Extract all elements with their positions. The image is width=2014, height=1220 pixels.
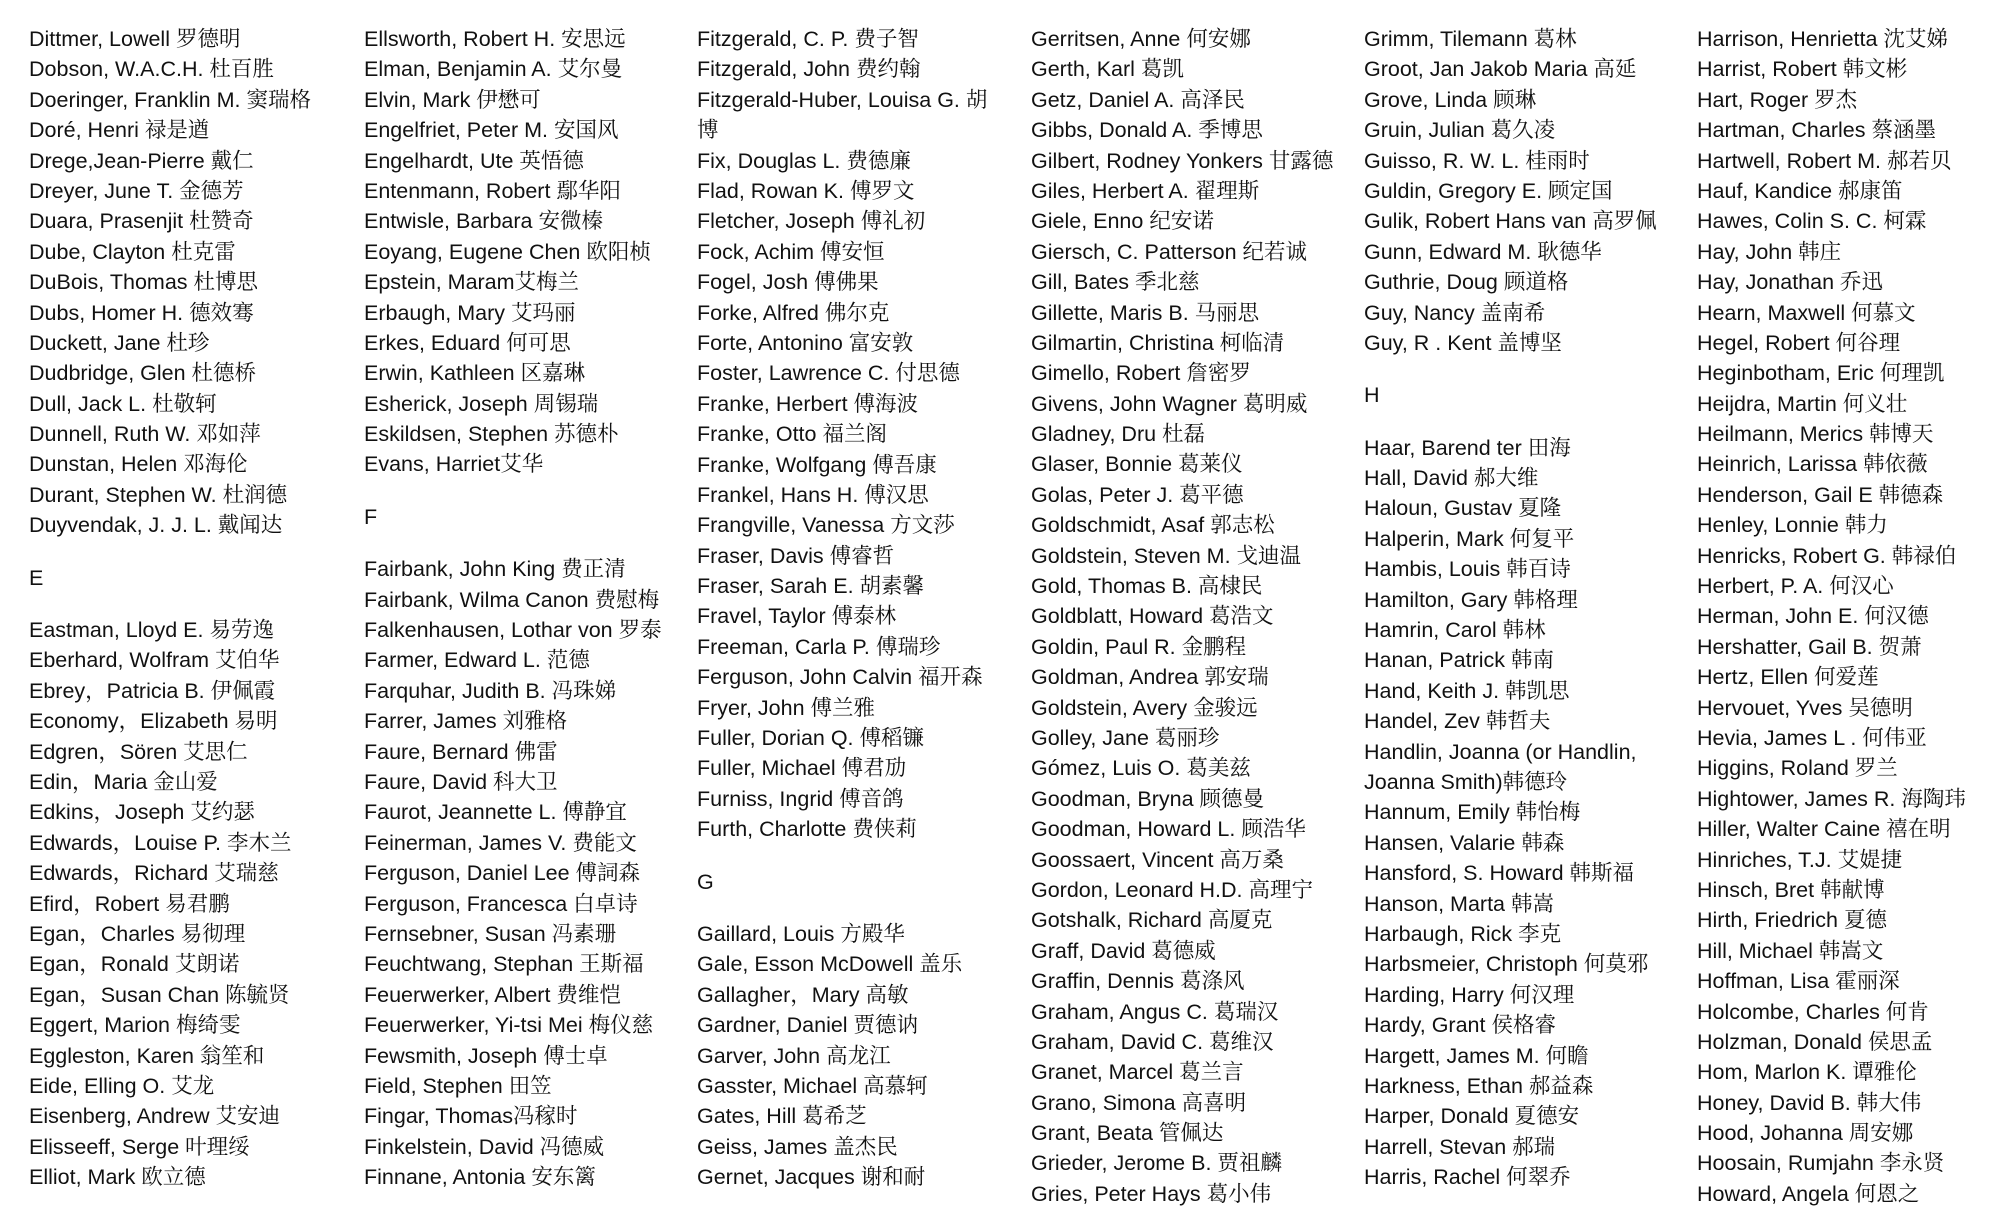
index-entry: Gasster, Michael 高慕轲 — [697, 1073, 928, 1098]
index-entry: Golas, Peter J. 葛平德 — [1031, 482, 1244, 507]
index-entry: Hand, Keith J. 韩凯思 — [1364, 678, 1570, 703]
index-entry: Grimm, Tilemann 葛林 — [1364, 27, 1577, 51]
index-entry: Guldin, Gregory E. 顾定国 — [1364, 178, 1613, 203]
index-entry: Harbsmeier, Christoph 何莫邪 — [1364, 952, 1649, 977]
index-entry: Giele, Enno 纪安诺 — [1031, 209, 1214, 234]
index-entry: Fitzgerald, C. P. 费子智 — [697, 27, 919, 51]
index-entry: Eberhard, Wolfram 艾伯华 — [29, 648, 280, 673]
index-entry: Hinsch, Bret 韩献博 — [1697, 877, 1885, 902]
index-entry: Duckett, Jane 杜珍 — [29, 330, 210, 355]
index-entry: Fletcher, Joseph 傅礼初 — [697, 209, 926, 234]
index-entry: Honey, David B. 韩大伟 — [1697, 1090, 1922, 1115]
index-entry: Dobson, W.A.C.H. 杜百胜 — [29, 57, 274, 82]
index-entry: Goldin, Paul R. 金鹏程 — [1031, 634, 1247, 659]
index-entry: Graffin, Dennis 葛涤风 — [1031, 969, 1245, 994]
index-entry: Eggert, Marion 梅绮雯 — [29, 1013, 241, 1038]
index-entry: Farquhar, Judith B. 冯珠娣 — [364, 678, 617, 703]
section-letter-heading: E — [29, 565, 44, 590]
index-entry: Fraser, Davis 傅睿哲 — [697, 543, 895, 568]
index-column-6 — [1697, 24, 2012, 1209]
index-entry: Drege,Jean-Pierre 戴仁 — [29, 148, 254, 173]
index-entry: Harrell, Stevan 郝瑞 — [1364, 1134, 1556, 1159]
section-spacer — [364, 532, 684, 554]
index-entry: Edin，Maria 金山爱 — [29, 769, 218, 794]
index-entry: Graham, David C. 葛维汉 — [1031, 1029, 1274, 1054]
section-spacer — [1364, 411, 1674, 433]
index-entry: Hardy, Grant 侯格睿 — [1364, 1013, 1556, 1038]
index-entry: Durant, Stephen W. 杜润德 — [29, 482, 288, 507]
index-entry: Hom, Marlon K. 谭雅伦 — [1697, 1060, 1917, 1085]
index-entry: Gallagher，Mary 高敏 — [697, 982, 909, 1007]
index-column-4 — [1031, 24, 1351, 1209]
index-entry: Guy, Nancy 盖南希 — [1364, 300, 1546, 325]
index-entry: Heinrich, Larissa 韩依薇 — [1697, 452, 1928, 477]
index-entry: Eggleston, Karen 翁笙和 — [29, 1043, 265, 1068]
index-entry: Entenmann, Robert 鄢华阳 — [364, 178, 621, 203]
index-entry: Hansford, S. Howard 韩斯福 — [1364, 861, 1635, 886]
index-column-2 — [364, 24, 684, 1192]
index-entry: Heginbotham, Eric 何理凯 — [1697, 361, 1945, 386]
section-spacer — [1364, 358, 1674, 380]
index-entry: Eisenberg, Andrew 艾安迪 — [29, 1104, 280, 1129]
index-entry: Eide, Elling O. 艾龙 — [29, 1073, 215, 1098]
index-entry: Hay, Jonathan 乔迅 — [1697, 270, 1884, 295]
index-entry: Heijdra, Martin 何义壮 — [1697, 391, 1908, 416]
index-entry: Hinriches, T.J. 艾媞捷 — [1697, 847, 1903, 872]
index-entry: Dunnell, Ruth W. 邓如萍 — [29, 422, 261, 447]
index-entry: Edgren，Sören 艾思仁 — [29, 739, 248, 764]
index-entry: Farmer, Edward L. 范德 — [364, 648, 590, 673]
index-entry: Ebrey，Patricia B. 伊佩霞 — [29, 678, 276, 703]
index-entry: Hauf, Kandice 郝康笛 — [1697, 178, 1903, 203]
index-entry: Gold, Thomas B. 高棣民 — [1031, 574, 1263, 599]
index-entry: Hertz, Ellen 何爱莲 — [1697, 665, 1879, 690]
index-entry: Hood, Johanna 周安娜 — [1697, 1121, 1914, 1146]
index-entry: Elvin, Mark 伊懋可 — [364, 87, 541, 112]
index-entry: Granet, Marcel 葛兰言 — [1031, 1060, 1244, 1085]
index-entry: Fairbank, John King 费正清 — [364, 557, 626, 582]
index-entry: Givens, John Wagner 葛明威 — [1031, 391, 1308, 416]
index-entry: Frankel, Hans H. 傅汉思 — [697, 482, 929, 507]
index-entry: Gates, Hill 葛希芝 — [697, 1104, 867, 1129]
index-entry: Edwards，Richard 艾瑞慈 — [29, 861, 279, 886]
index-entry: Falkenhausen, Lothar von 罗泰 — [364, 618, 662, 643]
index-entry: Hay, John 韩庄 — [1697, 239, 1842, 264]
index-entry: Hart, Roger 罗杰 — [1697, 87, 1858, 112]
index-entry: Fogel, Josh 傅佛果 — [697, 270, 879, 295]
index-entry: Evans, Harriet艾华 — [364, 452, 544, 477]
index-entry: Handel, Zev 韩哲夫 — [1364, 709, 1551, 734]
index-entry: Hightower, James R. 海陶玮 — [1697, 786, 1966, 811]
index-entry: Gaillard, Louis 方殿华 — [697, 921, 905, 946]
index-column-1 — [29, 24, 329, 1192]
index-entry: Furniss, Ingrid 傅音鸽 — [697, 786, 904, 811]
index-entry: Franke, Wolfgang 傅吾康 — [697, 452, 937, 477]
index-entry: Hawes, Colin S. C. 柯霖 — [1697, 209, 1927, 234]
index-entry: Faure, Bernard 佛雷 — [364, 739, 558, 764]
index-entry: Holcombe, Charles 何肯 — [1697, 999, 1929, 1024]
index-entry: Goldstein, Steven M. 戈迪温 — [1031, 543, 1302, 568]
index-entry: Feuerwerker, Yi-tsi Mei 梅仪慈 — [364, 1013, 654, 1038]
index-entry: Entwisle, Barbara 安微榛 — [364, 209, 603, 234]
index-entry: Guy, R . Kent 盖博坚 — [1364, 330, 1562, 355]
index-entry: Henderson, Gail E 韩德森 — [1697, 482, 1944, 507]
index-entry: Esherick, Joseph 周锡瑞 — [364, 391, 599, 416]
index-entry: Egan，Charles 易彻理 — [29, 921, 246, 946]
index-entry: Dull, Jack L. 杜敬轲 — [29, 391, 217, 416]
index-entry: Ellsworth, Robert H. 安思远 — [364, 27, 626, 51]
index-entry: Franke, Otto 福兰阁 — [697, 422, 887, 447]
index-entry: Grant, Beata 管佩达 — [1031, 1121, 1224, 1146]
index-entry: Gerritsen, Anne 何安娜 — [1031, 27, 1251, 51]
index-entry: Foster, Lawrence C. 付思德 — [697, 361, 960, 386]
index-entry: Halperin, Mark 何复平 — [1364, 526, 1575, 551]
index-entry: Erkes, Eduard 何可思 — [364, 330, 571, 355]
index-entry: Grieder, Jerome B. 贾祖麟 — [1031, 1151, 1282, 1176]
index-entry: Gibbs, Donald A. 季博思 — [1031, 118, 1263, 143]
index-entry: Faurot, Jeannette L. 傅静宜 — [364, 800, 627, 825]
index-entry: Gruin, Julian 葛久凌 — [1364, 118, 1556, 143]
index-entry: Erbaugh, Mary 艾玛丽 — [364, 300, 576, 325]
index-entry: Hoffman, Lisa 霍丽深 — [1697, 969, 1900, 994]
index-entry: Garver, John 高龙江 — [697, 1043, 891, 1068]
index-entry: Hill, Michael 韩嵩文 — [1697, 938, 1884, 963]
index-entry: Dreyer, June T. 金德芳 — [29, 178, 244, 203]
index-column-5 — [1364, 24, 1674, 1192]
index-entry: Herbert, P. A. 何汉心 — [1697, 574, 1894, 599]
index-entry: Efird，Robert 易君鹏 — [29, 891, 230, 916]
index-entry: Giles, Herbert A. 翟理斯 — [1031, 178, 1260, 203]
section-spacer — [29, 593, 329, 615]
index-entry: Gilbert, Rodney Yonkers 甘露德 — [1031, 148, 1334, 173]
index-entry: Finkelstein, David 冯德威 — [364, 1134, 605, 1159]
index-entry: Guthrie, Doug 顾道格 — [1364, 270, 1569, 295]
index-entry: Doeringer, Franklin M. 窦瑞格 — [29, 87, 311, 112]
index-entry: Feuerwerker, Albert 费维恺 — [364, 982, 621, 1007]
index-entry: Goodman, Howard L. 顾浩华 — [1031, 817, 1306, 842]
index-entry: Erwin, Kathleen 区嘉琳 — [364, 361, 586, 386]
section-letter-heading: F — [364, 504, 378, 529]
index-entry: Harris, Rachel 何翠乔 — [1364, 1165, 1571, 1190]
index-entry: Goossaert, Vincent 高万桑 — [1031, 847, 1284, 872]
index-entry: Holzman, Donald 侯思孟 — [1697, 1029, 1933, 1054]
index-entry: Hirth, Friedrich 夏德 — [1697, 908, 1887, 933]
index-entry: Hamilton, Gary 韩格理 — [1364, 587, 1578, 612]
index-entry: Freeman, Carla P. 傅瑞珍 — [697, 634, 941, 659]
index-entry: Hannum, Emily 韩怡梅 — [1364, 800, 1581, 825]
index-entry: Henley, Lonnie 韩力 — [1697, 513, 1888, 538]
index-entry: Engelhardt, Ute 英悟德 — [364, 148, 584, 173]
index-entry: Dudbridge, Glen 杜德桥 — [29, 361, 257, 386]
index-entry: Guisso, R. W. L. 桂雨时 — [1364, 148, 1590, 173]
index-entry: Flad, Rowan K. 傅罗文 — [697, 178, 915, 203]
index-entry: Gómez, Luis O. 葛美兹 — [1031, 756, 1251, 781]
index-entry: Gill, Bates 季北慈 — [1031, 270, 1200, 295]
index-entry: Harper, Donald 夏德安 — [1364, 1104, 1580, 1129]
index-entry: Frangville, Vanessa 方文莎 — [697, 513, 955, 538]
index-entry: Harrist, Robert 韩文彬 — [1697, 57, 1908, 82]
index-entry: Gilmartin, Christina 柯临清 — [1031, 330, 1285, 355]
index-entry: Graham, Angus C. 葛瑞汉 — [1031, 999, 1279, 1024]
index-entry: Hoosain, Rumjahn 李永贤 — [1697, 1151, 1945, 1176]
index-entry: Hearn, Maxwell 何慕文 — [1697, 300, 1916, 325]
index-entry: Fuller, Dorian Q. 傅稻镰 — [697, 726, 924, 751]
index-entry: Gries, Peter Hays 葛小伟 — [1031, 1181, 1272, 1206]
index-entry: Gotshalk, Richard 高厦克 — [1031, 908, 1273, 933]
index-entry: Gordon, Leonard H.D. 高理宁 — [1031, 877, 1314, 902]
index-entry: Glaser, Bonnie 葛莱仪 — [1031, 452, 1243, 477]
index-entry: Edwards，Louise P. 李木兰 — [29, 830, 292, 855]
index-entry: Higgins, Roland 罗兰 — [1697, 756, 1898, 781]
index-entry: Fitzgerald, John 费约翰 — [697, 57, 921, 82]
index-entry: Getz, Daniel A. 高泽民 — [1031, 87, 1245, 112]
index-entry: Grano, Simona 高喜明 — [1031, 1090, 1247, 1115]
index-entry: Goldschmidt, Asaf 郭志松 — [1031, 513, 1275, 538]
index-entry: Grove, Linda 顾琳 — [1364, 87, 1537, 112]
index-entry: Doré, Henri 禄是遒 — [29, 118, 210, 143]
section-letter-heading: H — [1364, 383, 1380, 408]
index-entry: Dunstan, Helen 邓海伦 — [29, 452, 248, 477]
index-entry: Economy，Elizabeth 易明 — [29, 709, 278, 734]
index-entry: Forke, Alfred 佛尔克 — [697, 300, 890, 325]
index-entry: Duara, Prasenjit 杜赞奇 — [29, 209, 254, 234]
index-entry: Hargett, James M. 何瞻 — [1364, 1043, 1589, 1068]
index-entry: Hall, David 郝大维 — [1364, 466, 1539, 491]
index-entry: Hershatter, Gail B. 贺萧 — [1697, 634, 1922, 659]
index-entry: Forte, Antonino 富安敦 — [697, 330, 914, 355]
index-entry: Fock, Achim 傅安恒 — [697, 239, 885, 264]
index-entry: Fraser, Sarah E. 胡素馨 — [697, 574, 925, 599]
index-entry: Geiss, James 盖杰民 — [697, 1134, 898, 1159]
index-entry: Eoyang, Eugene Chen 欧阳桢 — [364, 239, 651, 264]
section-spacer — [697, 897, 1007, 919]
index-entry: Harbaugh, Rick 李克 — [1364, 921, 1562, 946]
index-entry: Elliot, Mark 欧立德 — [29, 1165, 206, 1190]
index-entry: Hevia, James L . 何伟亚 — [1697, 725, 1927, 750]
index-entry: Gale, Esson McDowell 盖乐 — [697, 952, 963, 977]
index-entry: Elman, Benjamin A. 艾尔曼 — [364, 57, 623, 82]
index-entry: Gladney, Dru 杜磊 — [1031, 422, 1206, 447]
index-entry: Heilmann, Merics 韩博天 — [1697, 422, 1934, 447]
index-entry: Feinerman, James V. 费能文 — [364, 830, 637, 855]
index-entry: Graff, David 葛德威 — [1031, 938, 1216, 963]
index-entry: Goldblatt, Howard 葛浩文 — [1031, 604, 1274, 629]
index-entry: Giersch, C. Patterson 纪若诚 — [1031, 239, 1307, 264]
index-entry: Hambis, Louis 韩百诗 — [1364, 557, 1571, 582]
index-entry: Hansen, Valarie 韩森 — [1364, 830, 1565, 855]
index-entry: Fuller, Michael 傅君劢 — [697, 756, 907, 781]
index-entry: Hartman, Charles 蔡涵墨 — [1697, 118, 1936, 143]
index-entry: Eastman, Lloyd E. 易劳逸 — [29, 618, 274, 643]
index-entry: Hegel, Robert 何谷理 — [1697, 330, 1901, 355]
index-entry: Dittmer, Lowell 罗德明 — [29, 27, 241, 51]
index-entry: Gernet, Jacques 谢和耐 — [697, 1165, 926, 1190]
index-entry: Gunn, Edward M. 耿德华 — [1364, 239, 1602, 264]
index-entry: Epstein, Maram艾梅兰 — [364, 270, 580, 295]
section-spacer — [29, 541, 329, 563]
index-entry: Gulik, Robert Hans van 高罗佩 — [1364, 209, 1657, 234]
index-entry: Feuchtwang, Stephan 王斯福 — [364, 952, 644, 977]
section-spacer — [697, 845, 1007, 867]
index-entry: Gillette, Maris B. 马丽思 — [1031, 300, 1260, 325]
index-entry: Franke, Herbert 傅海波 — [697, 391, 919, 416]
index-entry: Ferguson, Francesca 白卓诗 — [364, 891, 638, 916]
index-entry: DuBois, Thomas 杜博思 — [29, 270, 259, 295]
index-entry: Dubs, Homer H. 德效骞 — [29, 300, 254, 325]
index-entry: Harding, Harry 何汉理 — [1364, 982, 1575, 1007]
index-entry: Fix, Douglas L. 费德廉 — [697, 148, 911, 173]
index-entry: Eskildsen, Stephen 苏德朴 — [364, 422, 619, 447]
index-entry: Fewsmith, Joseph 傅士卓 — [364, 1043, 608, 1068]
index-column-3 — [697, 24, 1007, 1192]
index-entry: Goldman, Andrea 郭安瑞 — [1031, 665, 1269, 690]
index-entry: Haar, Barend ter 田海 — [1364, 435, 1571, 460]
index-entry: Dube, Clayton 杜克雷 — [29, 239, 236, 264]
index-entry: Henricks, Robert G. 韩禄伯 — [1697, 543, 1957, 568]
index-entry: Gardner, Daniel 贾德讷 — [697, 1013, 919, 1038]
index-entry: Fingar, Thomas冯稼时 — [364, 1104, 578, 1129]
index-entry: Elisseeff, Serge 叶理绥 — [29, 1134, 250, 1159]
index-entry: Goldstein, Avery 金骏远 — [1031, 695, 1258, 720]
index-entry: Engelfriet, Peter M. 安国风 — [364, 118, 619, 143]
index-entry: Fryer, John 傅兰雅 — [697, 695, 876, 720]
index-entry: Goodman, Bryna 顾德曼 — [1031, 786, 1265, 811]
index-entry: Haloun, Gustav 夏隆 — [1364, 496, 1562, 521]
index-entry: Hanan, Patrick 韩南 — [1364, 648, 1554, 673]
index-entry: Finnane, Antonia 安东篱 — [364, 1165, 596, 1190]
index-entry: Hartwell, Robert M. 郝若贝 — [1697, 148, 1952, 173]
index-entry: Furth, Charlotte 费侠莉 — [697, 817, 917, 842]
index-entry: Harrison, Henrietta 沈艾娣 — [1697, 27, 1948, 51]
index-entry: Fairbank, Wilma Canon 费慰梅 — [364, 587, 660, 612]
index-entry: Edkins，Joseph 艾约瑟 — [29, 800, 255, 825]
index-entry: Hiller, Walter Caine 禧在明 — [1697, 817, 1951, 842]
index-entry: Gerth, Karl 葛凯 — [1031, 57, 1184, 82]
index-entry: Herman, John E. 何汉德 — [1697, 604, 1929, 629]
index-entry: Ferguson, John Calvin 福开森 — [697, 665, 983, 690]
index-entry: Fravel, Taylor 傅泰林 — [697, 604, 897, 629]
index-entry: Egan，Ronald 艾朗诺 — [29, 952, 240, 977]
index-entry: Groot, Jan Jakob Maria 高延 — [1364, 57, 1637, 82]
index-entry: Hamrin, Carol 韩林 — [1364, 618, 1546, 643]
index-entry: Harkness, Ethan 郝益森 — [1364, 1073, 1594, 1098]
index-entry: Gimello, Robert 詹密罗 — [1031, 361, 1251, 386]
index-entry: Handlin, Joanna (or Handlin, Joanna Smith)韩德玲 — [1364, 739, 1637, 794]
index-entry: Ferguson, Daniel Lee 傅詞森 — [364, 861, 641, 886]
index-entry: Howard, Angela 何恩之 — [1697, 1181, 1920, 1206]
index-entry: Golley, Jane 葛丽珍 — [1031, 725, 1220, 750]
index-entry: Hanson, Marta 韩嵩 — [1364, 891, 1554, 916]
index-entry: Egan，Susan Chan 陈毓贤 — [29, 982, 290, 1007]
index-entry: Fitzgerald-Huber, Louisa G. 胡博 — [697, 87, 988, 143]
index-entry: Fernsebner, Susan 冯素珊 — [364, 921, 617, 946]
section-letter-heading: G — [697, 869, 714, 894]
section-spacer — [364, 480, 684, 502]
index-entry: Duyvendak, J. J. L. 戴闻达 — [29, 513, 283, 538]
index-entry: Faure, David 科大卫 — [364, 769, 558, 794]
index-entry: Farrer, James 刘雅格 — [364, 709, 568, 734]
index-entry: Hervouet, Yves 吴德明 — [1697, 695, 1913, 720]
index-entry: Field, Stephen 田笠 — [364, 1073, 552, 1098]
